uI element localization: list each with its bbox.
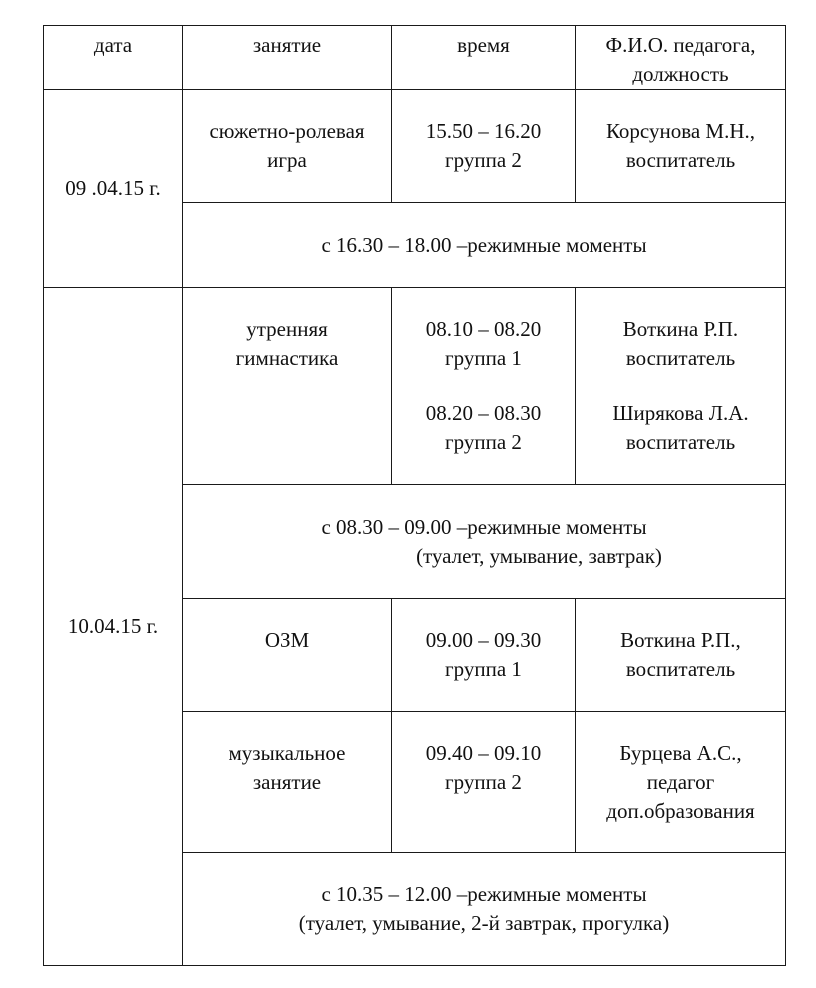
activity-line: музыкальное xyxy=(228,741,346,765)
group-label: группа 2 xyxy=(445,430,522,454)
time-range: 08.20 – 08.30 xyxy=(425,401,542,425)
time-cell xyxy=(392,599,576,712)
teacher-name: Бурцева А.С., xyxy=(619,741,742,765)
header-row xyxy=(44,26,786,90)
header-teacher-line2: должность xyxy=(632,62,729,86)
spacer xyxy=(392,373,575,399)
teacher-cell xyxy=(576,90,786,203)
group-label: группа 2 xyxy=(445,148,522,172)
teacher-name: Воткина Р.П. xyxy=(622,317,739,341)
group-label: группа 1 xyxy=(445,346,522,370)
date-cell: 09 .04.15 г. xyxy=(44,90,183,288)
teacher-cell xyxy=(576,599,786,712)
time-range: 15.50 – 16.20 xyxy=(425,119,542,143)
time-cell xyxy=(392,288,576,485)
activity-line: гимнастика xyxy=(235,346,339,370)
schedule-table xyxy=(43,25,786,966)
header-time: время xyxy=(392,26,576,90)
teacher-name: Воткина Р.П., xyxy=(620,628,741,652)
activity-line: игра xyxy=(267,148,307,172)
header-teacher xyxy=(576,26,786,90)
group-label: группа 2 xyxy=(445,770,522,794)
teacher-position: педагог xyxy=(646,770,715,794)
table-row xyxy=(44,90,786,203)
spacer xyxy=(576,373,785,399)
teacher-position: доп.образования xyxy=(606,799,755,823)
activity-cell xyxy=(183,90,392,203)
teacher-name: Ширякова Л.А. xyxy=(612,401,749,425)
time-cell xyxy=(392,712,576,853)
routine-cell: с 16.30 – 18.00 –режимные моменты xyxy=(183,203,786,288)
header-teacher-line1: Ф.И.О. педагога, xyxy=(605,33,756,57)
teacher-position: воспитатель xyxy=(625,148,736,172)
routine-details: (туалет, умывание, 2-й завтрак, прогулка) xyxy=(298,911,670,935)
activity-cell: ОЗМ xyxy=(183,599,392,712)
time-range: 09.40 – 09.10 xyxy=(425,741,542,765)
time-range: 08.10 – 08.20 xyxy=(425,317,542,341)
table-row xyxy=(44,288,786,485)
teacher-position: воспитатель xyxy=(625,657,736,681)
routine-line: с 08.30 – 09.00 –режимные моменты xyxy=(321,514,647,539)
teacher-cell xyxy=(576,288,786,485)
time-cell xyxy=(392,90,576,203)
teacher-position: воспитатель xyxy=(625,346,736,370)
header-date: дата xyxy=(44,26,183,90)
header-activity: занятие xyxy=(183,26,392,90)
activity-cell xyxy=(183,288,392,485)
routine-details: (туалет, умывание, завтрак) xyxy=(416,543,662,568)
time-range: 09.00 – 09.30 xyxy=(425,628,542,652)
routine-line: с 10.35 – 12.00 –режимные моменты xyxy=(321,882,647,906)
activity-line: утренняя xyxy=(246,317,328,341)
activity-line: сюжетно-ролевая xyxy=(209,119,365,143)
teacher-name: Корсунова М.Н., xyxy=(605,119,756,143)
routine-cell xyxy=(183,485,786,599)
activity-cell xyxy=(183,712,392,853)
date-cell: 10.04.15 г. xyxy=(44,288,183,966)
group-label: группа 1 xyxy=(445,657,522,681)
routine-cell xyxy=(183,853,786,966)
teacher-position: воспитатель xyxy=(625,430,736,454)
teacher-cell xyxy=(576,712,786,853)
activity-line: занятие xyxy=(252,770,322,794)
